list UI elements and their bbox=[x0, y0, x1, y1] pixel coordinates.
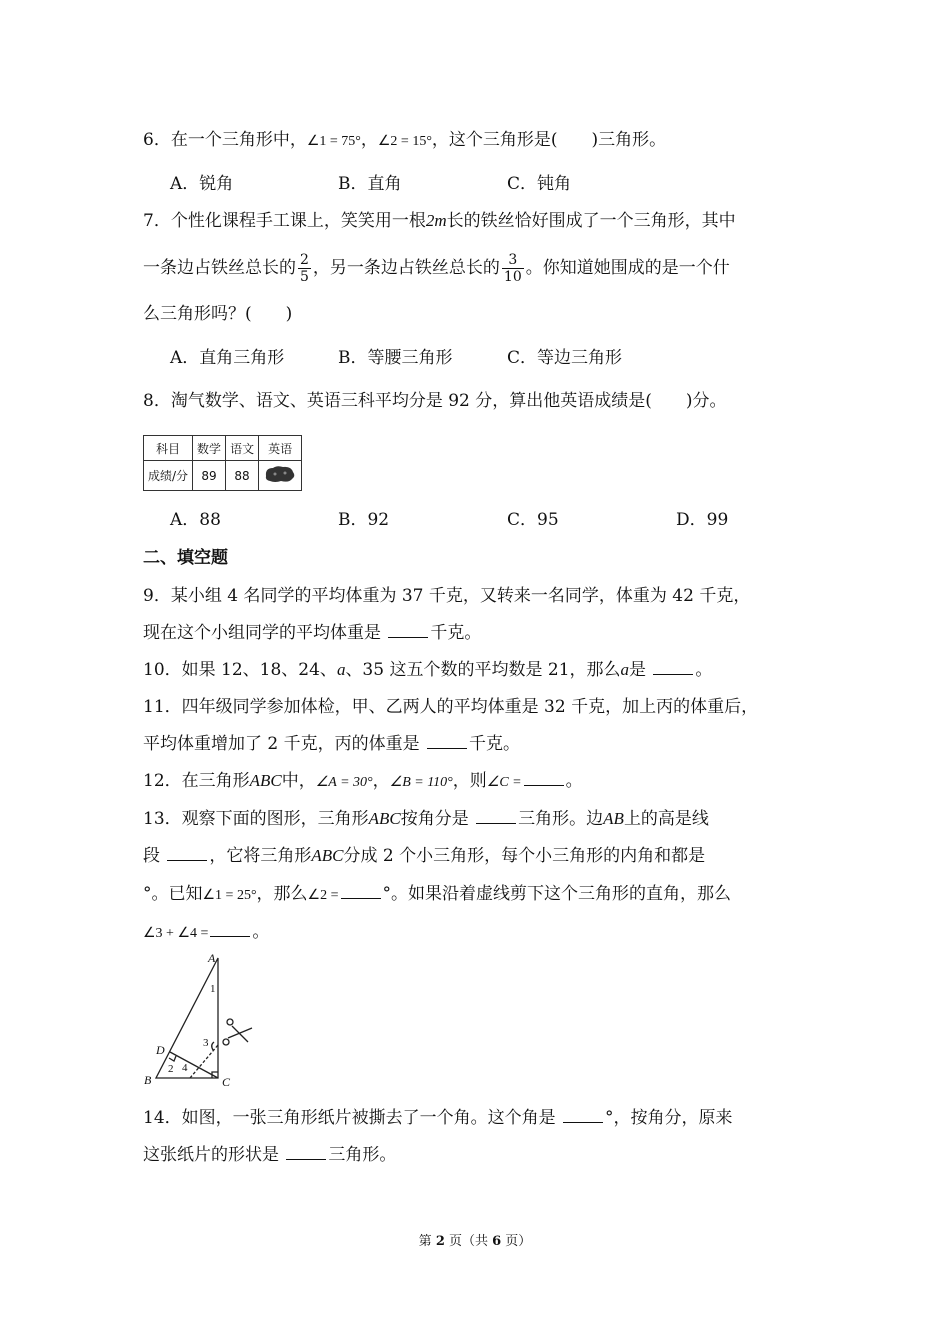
q9-text: 现在这个小组同学的平均体重是 bbox=[143, 623, 387, 643]
q13-text: 13．观察下面的图形，三角形 bbox=[143, 809, 369, 829]
answer-blank[interactable] bbox=[286, 1143, 326, 1160]
page-number: 2 bbox=[435, 1234, 445, 1249]
q14-text: 14．如图，一张三角形纸片被撕去了一个角。这个角是 bbox=[143, 1108, 562, 1128]
q7-text: 。你知道她围成的是一个什 bbox=[525, 258, 730, 278]
angle-1: ∠1 = 25° bbox=[202, 888, 257, 903]
q10-text: 、35 这五个数的平均数是 21，那么 bbox=[345, 660, 621, 680]
question-13-line-4 bbox=[143, 920, 269, 946]
q12-text: 中， bbox=[281, 771, 316, 791]
numerator: 3 bbox=[502, 252, 524, 269]
table-header: 语文 bbox=[226, 436, 259, 461]
scissors-handle bbox=[223, 1039, 229, 1045]
angle-2: ∠2 = 15° bbox=[377, 134, 432, 149]
q6-text: 6．在一个三角形中， bbox=[143, 130, 307, 150]
answer-blank[interactable] bbox=[388, 621, 428, 638]
var-a: a bbox=[620, 660, 630, 679]
table-header: 英语 bbox=[259, 436, 302, 461]
q6-option-c[interactable]: C．钝角 bbox=[507, 174, 572, 194]
question-14-line-2 bbox=[143, 1143, 396, 1167]
q13-text: 三角形。边 bbox=[518, 809, 604, 829]
table-header: 科目 bbox=[144, 436, 193, 461]
answer-blank[interactable] bbox=[167, 844, 207, 861]
q14-text: 三角形。 bbox=[328, 1145, 397, 1165]
sep: ， bbox=[372, 771, 390, 791]
cut-line bbox=[190, 1045, 218, 1078]
ink-blot-icon bbox=[263, 464, 297, 484]
triangle-figure bbox=[140, 950, 270, 1095]
q7-text: 长的铁丝恰好围成了一个三角形，其中 bbox=[446, 211, 736, 231]
numerator: 2 bbox=[300, 252, 309, 268]
label-b: B bbox=[144, 1073, 152, 1087]
question-9-line-1: 9．某小组 4 名同学的平均体重为 37 千克，又转来一名同学，体重为 42 千克， bbox=[143, 586, 751, 606]
angle-sum: ∠3 + ∠4 = bbox=[143, 926, 209, 941]
q13-text: ，那么 bbox=[256, 884, 308, 904]
answer-blank[interactable] bbox=[341, 882, 381, 899]
fraction-3-10 bbox=[502, 252, 524, 285]
angle-3-arc bbox=[212, 1042, 214, 1050]
chinese-score: 88 bbox=[226, 461, 259, 491]
triangle-name: ABC bbox=[368, 809, 401, 828]
page-total: 6 bbox=[492, 1234, 502, 1249]
q7-option-c[interactable]: C．等边三角形 bbox=[507, 348, 623, 368]
question-10 bbox=[143, 658, 712, 682]
angle-2: ∠2 = bbox=[307, 888, 339, 903]
question-11-line-2 bbox=[143, 732, 520, 756]
angle-b: ∠B = 110° bbox=[389, 775, 453, 790]
q11-text: 千克。 bbox=[469, 734, 521, 754]
q7-text: 7．个性化课程手工课上，笑笑用一根 bbox=[143, 211, 426, 231]
q12-text: 12．在三角形 bbox=[143, 771, 250, 791]
label-a: A bbox=[208, 951, 216, 965]
denominator: 10 bbox=[503, 269, 522, 285]
footer-text: 页（共 bbox=[444, 1234, 493, 1249]
triangle-abc bbox=[156, 958, 218, 1078]
angle-1: ∠1 = 75° bbox=[306, 134, 361, 149]
math-score: 89 bbox=[193, 461, 226, 491]
q8-option-a[interactable]: A．88 bbox=[170, 510, 221, 530]
answer-blank[interactable] bbox=[653, 658, 693, 675]
table-header: 数学 bbox=[193, 436, 226, 461]
english-score-smudge bbox=[259, 461, 302, 491]
answer-blank[interactable] bbox=[563, 1106, 603, 1123]
triangle-name: ABC bbox=[311, 846, 344, 865]
q13-text: ，它将三角形 bbox=[209, 846, 312, 866]
angle-c: ∠C = bbox=[486, 775, 522, 790]
q8-option-b[interactable]: B．92 bbox=[338, 510, 390, 530]
question-7-line-3: 么三角形吗？( ) bbox=[143, 304, 293, 324]
question-13-line-3 bbox=[143, 882, 731, 908]
answer-blank[interactable] bbox=[210, 920, 250, 937]
q13-text: °。已知 bbox=[143, 884, 203, 904]
angle-a: ∠A = 30° bbox=[315, 775, 373, 790]
label-1: 1 bbox=[210, 983, 216, 995]
q10-text: 是 bbox=[629, 660, 652, 680]
q14-text: °，按角分，原来 bbox=[605, 1108, 733, 1128]
q13-text: 段 bbox=[143, 846, 166, 866]
q13-text: 分成 2 个小三角形，每个小三角形的内角和都是 bbox=[343, 846, 706, 866]
label-c: C bbox=[222, 1075, 231, 1089]
question-9-line-2 bbox=[143, 621, 481, 645]
q9-text: 千克。 bbox=[430, 623, 482, 643]
q7-text: 一条边占铁丝总长的 bbox=[143, 258, 296, 278]
answer-blank[interactable] bbox=[427, 732, 467, 749]
q12-text: ，则 bbox=[452, 771, 487, 791]
question-13-line-1 bbox=[143, 807, 709, 831]
q7-option-b[interactable]: B．等腰三角形 bbox=[338, 348, 453, 368]
footer-text: 第 bbox=[418, 1234, 436, 1249]
q13-text: 按角分是 bbox=[400, 809, 475, 829]
page-footer bbox=[0, 1230, 950, 1249]
q8-option-c[interactable]: C．95 bbox=[507, 510, 559, 530]
q8-option-d[interactable]: D．99 bbox=[676, 510, 729, 530]
q11-text: 平均体重增加了 2 千克，丙的体重是 bbox=[143, 734, 426, 754]
question-14-line-1 bbox=[143, 1106, 733, 1130]
denominator: 5 bbox=[300, 269, 309, 285]
answer-blank[interactable] bbox=[476, 807, 516, 824]
question-12 bbox=[143, 769, 583, 795]
var-a: a bbox=[336, 660, 346, 679]
answer-blank[interactable] bbox=[524, 769, 564, 786]
section-heading: 二、填空题 bbox=[143, 548, 228, 568]
wire-unit: m bbox=[434, 211, 447, 230]
q7-text: ，另一条边占铁丝总长的 bbox=[312, 258, 500, 278]
question-13-line-2 bbox=[143, 844, 705, 868]
footer-text: 页） bbox=[501, 1234, 532, 1249]
label-4: 4 bbox=[182, 1062, 188, 1074]
row-label: 成绩/分 bbox=[144, 461, 193, 491]
q10-text: 。 bbox=[695, 660, 713, 680]
question-7-line-2 bbox=[143, 252, 730, 285]
side-ab: AB bbox=[603, 809, 624, 828]
q6-text-end: ，这个三角形是( )三角形。 bbox=[431, 130, 667, 150]
q13-text: °。如果沿着虚线剪下这个三角形的直角，那么 bbox=[382, 884, 731, 904]
q13-text: 。 bbox=[252, 922, 270, 942]
sep: ， bbox=[360, 130, 378, 150]
q10-text: 10．如果 12、18、24、 bbox=[143, 660, 337, 680]
label-3: 3 bbox=[203, 1037, 209, 1049]
label-d: D bbox=[156, 1043, 165, 1057]
q13-text: 上的高是线 bbox=[623, 809, 709, 829]
question-11-line-1: 11．四年级同学参加体检，甲、乙两人的平均体重是 32 千克，加上丙的体重后， bbox=[143, 697, 759, 717]
q12-text: 。 bbox=[565, 771, 583, 791]
scissors-handle bbox=[227, 1019, 233, 1025]
q6-option-a[interactable]: A．锐角 bbox=[170, 174, 234, 194]
q14-text: 这张纸片的形状是 bbox=[143, 1145, 285, 1165]
triangle-name: ABC bbox=[249, 771, 282, 790]
question-6 bbox=[143, 128, 666, 154]
question-7-line-1 bbox=[143, 209, 736, 233]
wire-length: 2 bbox=[425, 211, 435, 230]
q7-option-a[interactable]: A．直角三角形 bbox=[170, 348, 285, 368]
fraction-2-5 bbox=[298, 252, 311, 285]
question-8: 8．淘气数学、语文、英语三科平均分是 92 分，算出他英语成绩是( )分。 bbox=[143, 391, 727, 411]
scissors-icon bbox=[228, 1026, 252, 1042]
right-angle-mark-d bbox=[169, 1056, 176, 1061]
score-table bbox=[143, 435, 302, 491]
label-2: 2 bbox=[168, 1063, 174, 1075]
q6-option-b[interactable]: B．直角 bbox=[338, 174, 402, 194]
